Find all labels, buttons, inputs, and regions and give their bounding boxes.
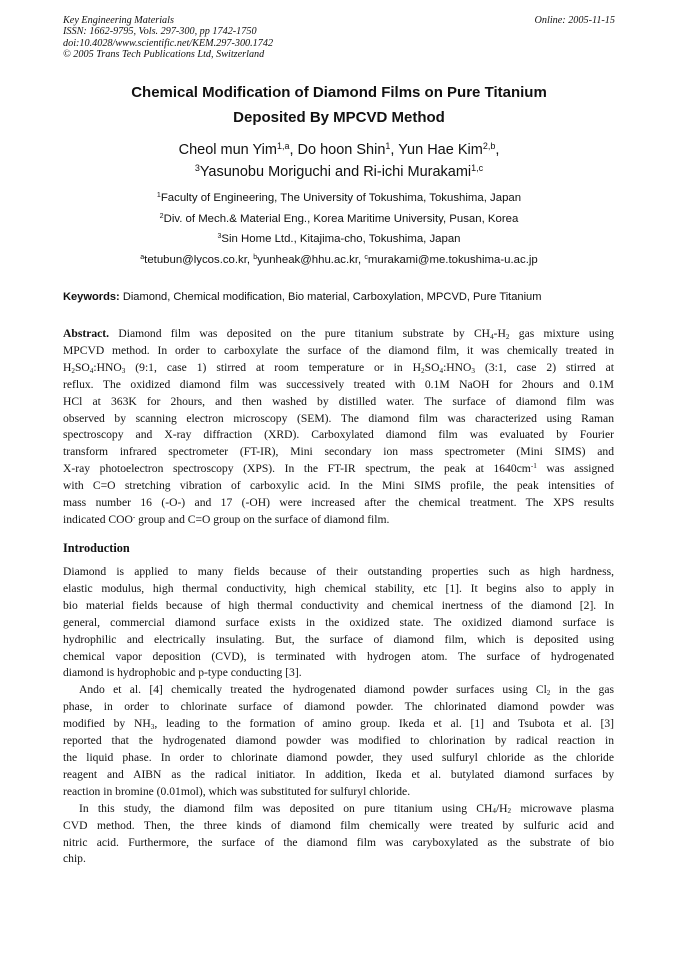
text-run: X-ray photoelectron spectroscopy (XPS). In the FT-IR spectrum, the peak at 1640cm xyxy=(63,462,531,476)
keywords xyxy=(63,290,615,305)
text-run: (9:1, case 1) stirred at room temperature or in H xyxy=(125,360,422,374)
paper-title xyxy=(0,80,678,130)
journal-header xyxy=(63,15,615,60)
text-run: microwave plasma xyxy=(511,801,614,815)
intro-line: CVD method. Then, the three kinds of diamond film chemically were treated by sulfuric acid and xyxy=(63,818,614,832)
author-list xyxy=(0,139,678,183)
text-run: gas mixture using xyxy=(509,327,614,340)
text-run: In this study, the diamond film was deposited on pure titanium using CH xyxy=(79,801,493,815)
email-address[interactable]: tetubun@lycos.co.kr, xyxy=(144,253,251,266)
affil-text: Sin Home Ltd., Kitajima-cho, Tokushima, Japan xyxy=(221,233,461,245)
abstract-line: HCl at 363K for 2hours, and then washed by distilled water. The surface of diamond film was xyxy=(63,394,614,408)
intro-line: the liquid phase. In order to chlorinate diamond powder, they used sulfuryl chloride as the chloride xyxy=(63,750,614,764)
keywords-text: Diamond, Chemical modification, Bio material, Carboxylation, MPCVD, Pure Titanium xyxy=(122,291,542,303)
email-mark: c xyxy=(364,253,368,261)
intro-line xyxy=(63,801,614,818)
intro-line xyxy=(63,716,614,733)
subscript: 4 xyxy=(490,332,494,341)
subscript: 2 xyxy=(421,366,425,375)
subscript: 3 xyxy=(471,366,475,375)
title-line-1: Chemical Modification of Diamond Films on Pure Titanium xyxy=(131,84,547,101)
subscript: 2 xyxy=(546,689,551,698)
superscript: -1 xyxy=(530,462,537,471)
intro-line xyxy=(63,682,614,699)
text-run: /H xyxy=(495,801,508,815)
issn-line: ISSN: 1662-9795, Vols. 297-300, pp 1742-1750 xyxy=(63,26,257,38)
email-mark: b xyxy=(253,253,258,261)
text-run: -H xyxy=(493,327,506,340)
author-affil-mark: 1,a xyxy=(276,141,290,152)
intro-line: phase, in order to chlorinate surface of diamond powder. The chlorinated diamond powder was xyxy=(63,700,614,714)
intro-line: general, commercial diamond surface exists in the oxidized state. The oxidized diamond surface is xyxy=(63,615,614,629)
subscript: 2 xyxy=(505,332,510,341)
affil-text: Faculty of Engineering, The University of Tokushima, Tokushima, Japan xyxy=(160,192,522,204)
author-affil-mark: 2,b xyxy=(482,141,496,152)
abstract-line: observed by scanning electron microscopy (SEM). The diamond film was characterized using Raman xyxy=(63,411,614,425)
text-run: in the gas xyxy=(550,683,614,697)
affiliation-1 xyxy=(0,188,678,209)
intro-line: chemical vapor deposition (CVD), is terminated with hydrogen atom. The surface of hydrogenated xyxy=(63,649,614,663)
subscript: 4 xyxy=(439,366,444,375)
abstract-line: spectroscopy and X-ray diffraction (XRD). Carboxylated diamond film was evaluated by Fourier xyxy=(63,428,614,442)
email-mark: a xyxy=(140,253,145,261)
author-name: Yasunobu Moriguchi and Ri-ichi Murakami xyxy=(199,164,472,180)
author-name: Do hoon Shin xyxy=(297,142,386,158)
text-run: was assigned xyxy=(536,462,614,476)
author-name: Yun Hae Kim xyxy=(398,142,483,158)
abstract-line xyxy=(63,512,614,529)
affiliation-2 xyxy=(0,209,678,230)
doi-line: doi:10.4028/www.scientific.net/KEM.297-300.1742 xyxy=(63,37,274,49)
intro-line: bio material fields because of high thermal conductivity and chemical inertness of the diamond [2]. In xyxy=(63,598,614,612)
intro-line: elastic modulus, high thermal conductivity, high chemical stability, etc [1]. It begins also to apply in xyxy=(63,581,614,595)
journal-name: Key Engineering Materials xyxy=(63,15,174,26)
introduction-body xyxy=(63,564,614,868)
affiliation-3 xyxy=(0,229,678,250)
intro-line: reported that the hydrogenated diamond powder was modified to chlorination by radical reaction in xyxy=(63,734,614,748)
affil-number: 1 xyxy=(156,192,161,200)
email-address[interactable]: murakami@me.tokushima-u.ac.jp xyxy=(367,253,538,266)
intro-line: Diamond is applied to many fields because of their outstanding properties such as high hardness, xyxy=(63,565,614,578)
online-date: Online: 2005-11-15 xyxy=(534,15,615,26)
email-address[interactable]: yunheak@hhu.ac.kr, xyxy=(257,253,362,266)
intro-line: nitric acid. Furthermore, the surface of the diamond film was caryboxylated as the substrate of bio xyxy=(63,835,614,849)
text-run: (3:1, case 2) stirred at xyxy=(475,360,614,374)
author-affil-mark: 1 xyxy=(385,141,391,152)
intro-line: reaction in bromine (0.01mol), which was substituted for sulfuryl chloride. xyxy=(63,784,411,798)
author-name: Cheol mun Yim xyxy=(178,142,277,158)
text-run: Ando et al. [4] chemically treated the hydrogenated diamond powder surfaces using Cl xyxy=(79,683,547,697)
abstract-line xyxy=(63,360,614,377)
section-heading-introduction: Introduction xyxy=(63,541,130,555)
affiliations xyxy=(0,188,678,270)
abstract-line: with C=O stretching vibration of carboxylic acid. In the Mini SIMS profile, the peak intensities of xyxy=(63,479,614,493)
copyright-line: © 2005 Trans Tech Publications Ltd, Switzerland xyxy=(63,48,265,60)
affil-text: Div. of Mech.& Material Eng., Korea Maritime University, Pusan, Korea xyxy=(163,212,519,225)
abstract-line: mass number 16 (-O-) and 17 (-OH) were increased after the chemical treatment. The XPS results xyxy=(63,496,614,510)
abstract-line xyxy=(63,461,614,478)
text-run: indicated COO xyxy=(63,512,133,526)
subscript: 2 xyxy=(71,366,75,375)
intro-line: diamond is hydrophobic and p-type conducting [3]. xyxy=(63,666,302,680)
author-affil-mark: 3 xyxy=(194,163,200,174)
intro-line: chip. xyxy=(63,852,86,866)
subscript: 4 xyxy=(89,366,94,375)
email-line xyxy=(0,250,678,271)
abstract-label: Abstract. xyxy=(63,327,110,340)
title-line-2: Deposited By MPCVD Method xyxy=(233,109,445,126)
subscript: 4 xyxy=(492,807,496,816)
text-run: H xyxy=(63,360,72,374)
text-run: SO xyxy=(424,360,440,374)
text-run: group and C=O group on the surface of diamond film. xyxy=(135,512,390,526)
abstract-line: MPCVD method. In order to carboxylate the surface of the diamond film, it was chemically treated in xyxy=(63,343,614,357)
abstract-line: transform infrared spectrometer (FT-IR), Mini secondary ion mass spectrometer (Mini SIMS) and xyxy=(63,445,614,459)
affil-number: 3 xyxy=(217,233,222,241)
author-affil-mark: 1,c xyxy=(471,163,484,174)
text-run: modified by NH xyxy=(63,717,151,731)
intro-line: reagent and AIBN as the radical initiator. In addition, Ikeda et al. butylated diamond surfaces by xyxy=(63,767,614,781)
subscript: 3 xyxy=(150,722,155,731)
intro-line: hydrophilic and electrically insulating. But, the surface of diamond film, which is deposited using xyxy=(63,632,614,646)
text-run: , leading to the formation of amino group. Ikeda et al. [1] and Tsubota et al. [3] xyxy=(154,717,614,731)
abstract xyxy=(63,326,614,529)
superscript: - xyxy=(132,513,136,522)
subscript: 3 xyxy=(121,366,126,375)
text-run: Diamond film was deposited on the pure titanium substrate by CH xyxy=(118,327,491,340)
abstract-line xyxy=(63,326,614,343)
text-run: :HNO xyxy=(93,360,122,374)
keywords-label: Keywords: xyxy=(63,291,120,303)
text-run: SO xyxy=(74,360,90,374)
affil-number: 2 xyxy=(159,212,164,220)
subscript: 2 xyxy=(507,807,512,816)
author-line-1: Cheol mun Yim$^{1,a}$, Do hoon Shin$^1$, Yun Hae Kim$^{2,b}$, xyxy=(178,141,500,158)
author-line-2 xyxy=(0,161,678,183)
abstract-line: reflux. The oxidized diamond film was successively treated with 0.1M NaOH for 2hours and 0.1M xyxy=(63,377,614,391)
text-run: :HNO xyxy=(443,360,472,374)
